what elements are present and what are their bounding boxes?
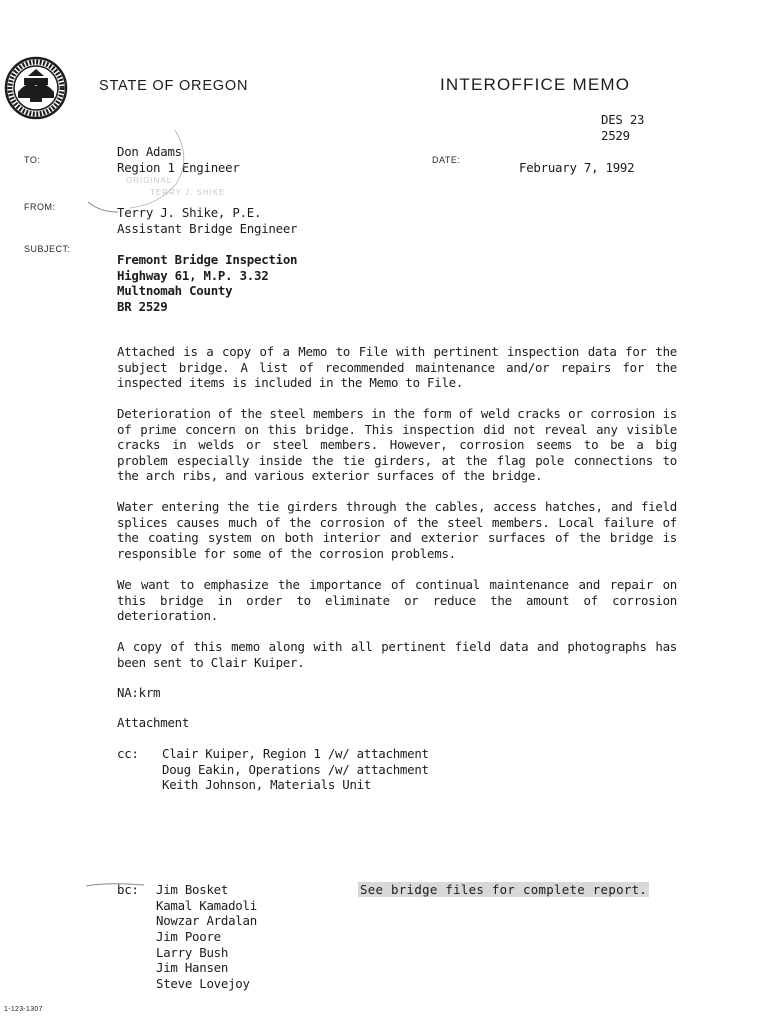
cc-recipient: Clair Kuiper, Region 1 /w/ attachment bbox=[162, 746, 429, 761]
subject-line-2: Highway 61, M.P. 3.32 bbox=[117, 268, 269, 283]
cc-label: cc: bbox=[117, 746, 139, 761]
bc-recipient: Nowzar Ardalan bbox=[156, 913, 257, 928]
bc-recipient: Larry Bush bbox=[156, 945, 229, 960]
state-seal-icon bbox=[4, 56, 68, 120]
date-label: DATE: bbox=[432, 155, 461, 165]
bc-recipient: Steve Lovejoy bbox=[156, 976, 250, 991]
attachment-note: Attachment bbox=[117, 715, 190, 730]
bc-recipient: Jim Bosket bbox=[156, 882, 229, 897]
bc-label: bc: bbox=[117, 882, 139, 897]
form-number: 1-123-1307 bbox=[4, 1006, 43, 1013]
cc-recipient: Keith Johnson, Materials Unit bbox=[162, 777, 372, 792]
body-paragraph-4: We want to emphasize the importance of continual maintenance and repair on this bridge in order to eliminate or reduce the amount of corrosion deterioration. bbox=[117, 577, 677, 623]
subject-line-3: Multnomah County bbox=[117, 283, 233, 298]
subject-line-1: Fremont Bridge Inspection bbox=[117, 252, 298, 267]
memo-type: INTEROFFICE MEMO bbox=[440, 75, 631, 94]
report-note: See bridge files for complete report. bbox=[360, 882, 648, 897]
to-name: Don Adams bbox=[117, 144, 182, 159]
bc-recipient: Kamal Kamadoli bbox=[156, 898, 257, 913]
body-paragraph-5: A copy of this memo along with all pertinent field data and photographs has been sent to Clair Kuiper. bbox=[117, 639, 677, 670]
body-paragraph-1: Attached is a copy of a Memo to File with pertinent inspection data for the subject bridge. A list of recommended maintenance and/or repairs for the inspected items is included in the Memo to File. bbox=[117, 344, 677, 390]
subject-line-4: BR 2529 bbox=[117, 299, 168, 314]
body-paragraph-3: Water entering the tie girders through the cables, access hatches, and field splices causes much of the corrosion of the steel members. Local failure of the coating system on both interior and exterior surfaces of the bridge is responsible for some of the corrosion problems. bbox=[117, 499, 677, 561]
bc-recipient: Jim Hansen bbox=[156, 960, 229, 975]
initials-stamp-line1: ORIGINAL bbox=[126, 176, 173, 185]
bc-recipient: Jim Poore bbox=[156, 929, 221, 944]
cc-recipient: Doug Eakin, Operations /w/ attachment bbox=[162, 762, 429, 777]
initials-stamp-line2: TERRY J. SHIKE bbox=[150, 188, 226, 197]
from-name: Terry J. Shike, P.E. bbox=[117, 205, 262, 220]
memo-date: February 7, 1992 bbox=[519, 160, 635, 175]
from-title: Assistant Bridge Engineer bbox=[117, 221, 298, 236]
to-title: Region 1 Engineer bbox=[117, 160, 240, 175]
typist-initials: NA:krm bbox=[117, 685, 161, 700]
file-ref-2: 2529 bbox=[601, 128, 630, 143]
subject-label: SUBJECT: bbox=[24, 244, 71, 254]
body-paragraph-2: Deterioration of the steel members in the form of weld cracks or corrosion is of prime concern on this bridge. This inspection did not reveal any visible cracks in welds or steel members. However, corrosion seems to be a big problem especially inside the tie girders, at the flag pole connections to the arch ribs, and various exterior surfaces of the bridge. bbox=[117, 406, 677, 483]
org-name: STATE OF OREGON bbox=[99, 78, 249, 94]
file-ref-1: DES 23 bbox=[601, 112, 645, 127]
to-label: TO: bbox=[24, 155, 41, 165]
from-label: FROM: bbox=[24, 202, 56, 212]
